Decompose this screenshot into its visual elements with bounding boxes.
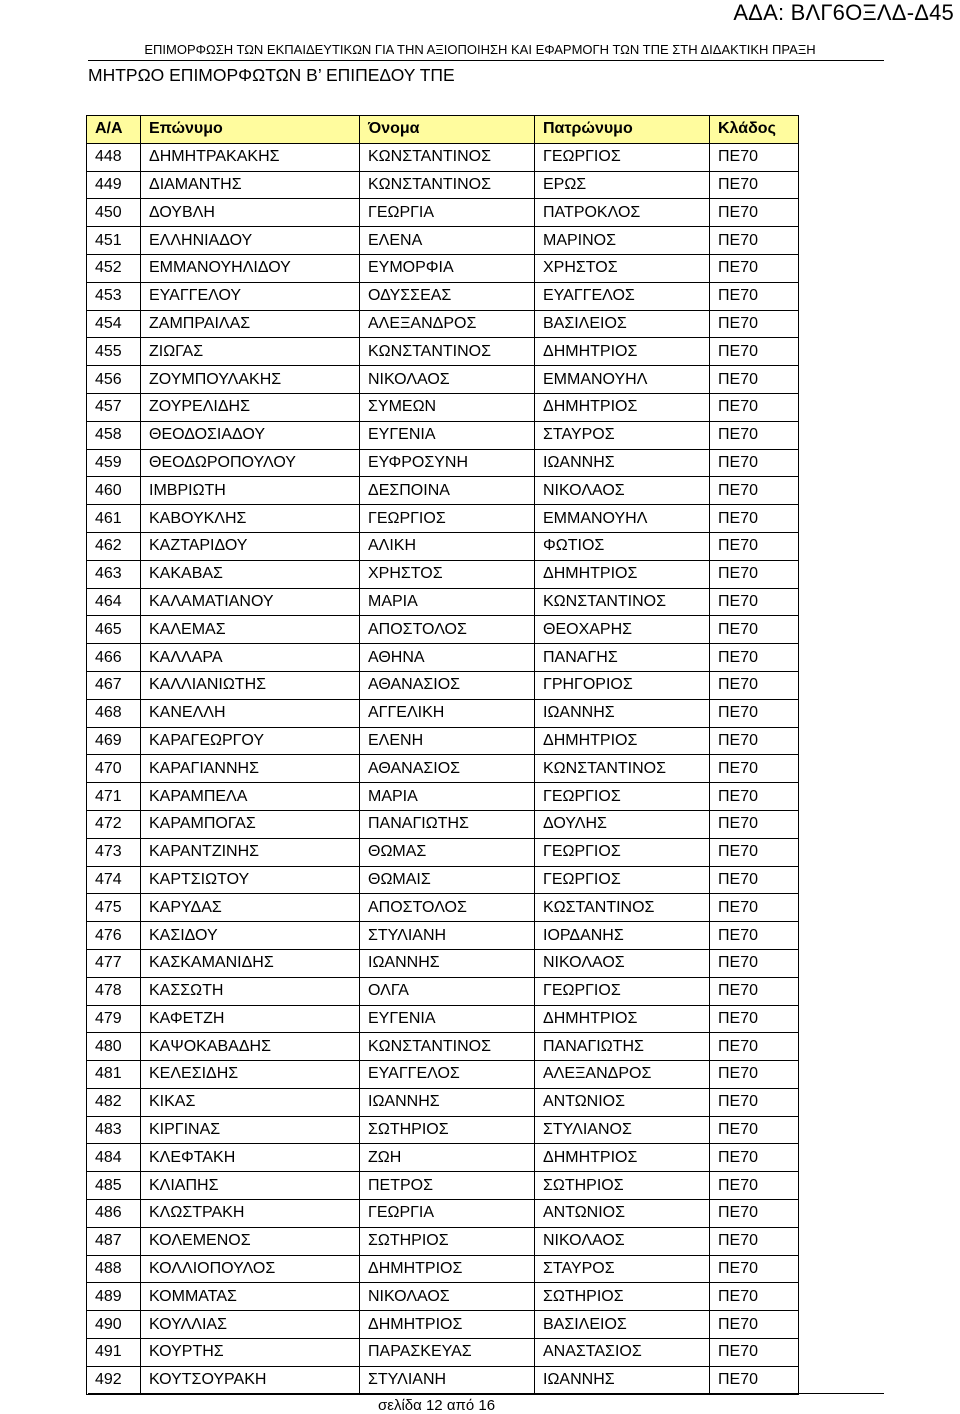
cell-branch: ΠΕ70 bbox=[710, 310, 799, 338]
cell-fathers-name: ΑΝΤΩΝΙΟΣ bbox=[535, 1088, 710, 1116]
table-row bbox=[87, 1088, 799, 1116]
cell-surname: ΖΙΩΓΑΣ bbox=[141, 338, 360, 366]
cell-branch: ΠΕ70 bbox=[710, 588, 799, 616]
column-header-fathers-name: Πατρώνυμο bbox=[535, 116, 710, 144]
cell-fathers-name: ΣΩΤΗΡΙΟΣ bbox=[535, 1172, 710, 1200]
cell-branch: ΠΕ70 bbox=[710, 449, 799, 477]
cell-name: ΜΑΡΙΑ bbox=[360, 783, 535, 811]
cell-branch: ΠΕ70 bbox=[710, 254, 799, 282]
cell-fathers-name: ΠΑΝΑΓΙΩΤΗΣ bbox=[535, 1033, 710, 1061]
cell-aa: 489 bbox=[87, 1283, 141, 1311]
cell-fathers-name: ΙΩΑΝΝΗΣ bbox=[535, 699, 710, 727]
cell-branch: ΠΕ70 bbox=[710, 727, 799, 755]
table-row bbox=[87, 727, 799, 755]
cell-aa: 457 bbox=[87, 393, 141, 421]
table-row bbox=[87, 949, 799, 977]
cell-fathers-name: ΔΗΜΗΤΡΙΟΣ bbox=[535, 560, 710, 588]
cell-surname: ΚΙΡΓΙΝΑΣ bbox=[141, 1116, 360, 1144]
page-title: ΜΗΤΡΩΟ ΕΠΙΜΟΡΦΩΤΩΝ Β’ ΕΠΙΠΕΔΟΥ ΤΠΕ bbox=[88, 65, 455, 85]
cell-branch: ΠΕ70 bbox=[710, 894, 799, 922]
cell-surname: ΚΑΣΙΔΟΥ bbox=[141, 922, 360, 950]
table-row bbox=[87, 227, 799, 255]
cell-name: ΣΥΜΕΩΝ bbox=[360, 393, 535, 421]
cell-name: ΑΘΑΝΑΣΙΟΣ bbox=[360, 671, 535, 699]
cell-surname: ΚΑΦΕΤΖΗ bbox=[141, 1005, 360, 1033]
cell-branch: ΠΕ70 bbox=[710, 922, 799, 950]
cell-aa: 458 bbox=[87, 421, 141, 449]
cell-fathers-name: ΝΙΚΟΛΑΟΣ bbox=[535, 949, 710, 977]
cell-name: ΑΛΕΞΑΝΔΡΟΣ bbox=[360, 310, 535, 338]
cell-aa: 459 bbox=[87, 449, 141, 477]
table-row bbox=[87, 532, 799, 560]
cell-fathers-name: ΚΩΝΣΤΑΝΤΙΝΟΣ bbox=[535, 755, 710, 783]
cell-aa: 487 bbox=[87, 1227, 141, 1255]
cell-surname: ΚΛΙΑΠΗΣ bbox=[141, 1172, 360, 1200]
cell-surname: ΚΑΖΤΑΡΙΔΟΥ bbox=[141, 532, 360, 560]
cell-aa: 462 bbox=[87, 532, 141, 560]
cell-branch: ΠΕ70 bbox=[710, 421, 799, 449]
table-row bbox=[87, 366, 799, 394]
cell-name: ΔΗΜΗΤΡΙΟΣ bbox=[360, 1311, 535, 1339]
cell-branch: ΠΕ70 bbox=[710, 699, 799, 727]
cell-aa: 477 bbox=[87, 949, 141, 977]
cell-surname: ΚΟΛΕΜΕΝΟΣ bbox=[141, 1227, 360, 1255]
cell-fathers-name: ΔΗΜΗΤΡΙΟΣ bbox=[535, 338, 710, 366]
table-row bbox=[87, 477, 799, 505]
cell-aa: 461 bbox=[87, 505, 141, 533]
cell-branch: ΠΕ70 bbox=[710, 338, 799, 366]
cell-fathers-name: ΦΩΤΙΟΣ bbox=[535, 532, 710, 560]
cell-branch: ΠΕ70 bbox=[710, 977, 799, 1005]
table-row bbox=[87, 421, 799, 449]
page-number: σελίδα 12 από 16 bbox=[378, 1397, 496, 1414]
cell-name: ΑΠΟΣΤΟΛΟΣ bbox=[360, 894, 535, 922]
table-row bbox=[87, 560, 799, 588]
cell-fathers-name: ΙΟΡΔΑΝΗΣ bbox=[535, 922, 710, 950]
cell-branch: ΠΕ70 bbox=[710, 1339, 799, 1367]
cell-surname: ΚΟΥΡΤΗΣ bbox=[141, 1339, 360, 1367]
cell-branch: ΠΕ70 bbox=[710, 1283, 799, 1311]
cell-aa: 480 bbox=[87, 1033, 141, 1061]
cell-name: ΑΘΑΝΑΣΙΟΣ bbox=[360, 755, 535, 783]
cell-branch: ΠΕ70 bbox=[710, 560, 799, 588]
cell-surname: ΚΟΥΛΛΙΑΣ bbox=[141, 1311, 360, 1339]
cell-name: ΙΩΑΝΝΗΣ bbox=[360, 949, 535, 977]
table-row bbox=[87, 171, 799, 199]
cell-fathers-name: ΒΑΣΙΛΕΙΟΣ bbox=[535, 1311, 710, 1339]
cell-aa: 490 bbox=[87, 1311, 141, 1339]
table-row bbox=[87, 1005, 799, 1033]
table-row bbox=[87, 393, 799, 421]
cell-aa: 486 bbox=[87, 1200, 141, 1228]
cell-name: ΚΩΝΣΤΑΝΤΙΝΟΣ bbox=[360, 143, 535, 171]
cell-fathers-name: ΕΥΑΓΓΕΛΟΣ bbox=[535, 282, 710, 310]
cell-aa: 491 bbox=[87, 1339, 141, 1367]
cell-fathers-name: ΙΩΑΝΝΗΣ bbox=[535, 1366, 710, 1394]
cell-fathers-name: ΝΙΚΟΛΑΟΣ bbox=[535, 1227, 710, 1255]
cell-surname: ΚΑΛΛΑΡΑ bbox=[141, 644, 360, 672]
cell-aa: 468 bbox=[87, 699, 141, 727]
cell-surname: ΚΑΡΑΜΠΕΛΑ bbox=[141, 783, 360, 811]
cell-surname: ΚΛΕΦΤΑΚΗ bbox=[141, 1144, 360, 1172]
cell-surname: ΔΙΑΜΑΝΤΗΣ bbox=[141, 171, 360, 199]
cell-name: ΧΡΗΣΤΟΣ bbox=[360, 560, 535, 588]
table-row bbox=[87, 1172, 799, 1200]
cell-branch: ΠΕ70 bbox=[710, 783, 799, 811]
table-row bbox=[87, 1061, 799, 1089]
cell-branch: ΠΕ70 bbox=[710, 1311, 799, 1339]
cell-name: ΕΥΓΕΝΙΑ bbox=[360, 1005, 535, 1033]
cell-aa: 479 bbox=[87, 1005, 141, 1033]
cell-fathers-name: ΑΝΤΩΝΙΟΣ bbox=[535, 1200, 710, 1228]
column-header-name: Όνομα bbox=[360, 116, 535, 144]
cell-aa: 492 bbox=[87, 1366, 141, 1394]
cell-surname: ΚΑΣΣΩΤΗ bbox=[141, 977, 360, 1005]
cell-surname: ΖΟΥΜΠΟΥΛΑΚΗΣ bbox=[141, 366, 360, 394]
cell-surname: ΔΟΥΒΛΗ bbox=[141, 199, 360, 227]
cell-surname: ΖΟΥΡΕΛΙΔΗΣ bbox=[141, 393, 360, 421]
cell-branch: ΠΕ70 bbox=[710, 393, 799, 421]
cell-fathers-name: ΓΕΩΡΓΙΟΣ bbox=[535, 143, 710, 171]
table-row bbox=[87, 449, 799, 477]
ada-code: ΑΔΑ: ΒΛΓ6ΟΞΛΔ-Δ45 bbox=[733, 0, 954, 25]
cell-aa: 469 bbox=[87, 727, 141, 755]
cell-name: ΓΕΩΡΓΙΑ bbox=[360, 199, 535, 227]
table-row bbox=[87, 644, 799, 672]
cell-surname: ΕΥΑΓΓΕΛΟΥ bbox=[141, 282, 360, 310]
cell-aa: 488 bbox=[87, 1255, 141, 1283]
cell-branch: ΠΕ70 bbox=[710, 866, 799, 894]
cell-branch: ΠΕ70 bbox=[710, 505, 799, 533]
cell-name: ΕΥΜΟΡΦΙΑ bbox=[360, 254, 535, 282]
cell-fathers-name: ΑΛΕΞΑΝΔΡΟΣ bbox=[535, 1061, 710, 1089]
cell-aa: 467 bbox=[87, 671, 141, 699]
cell-name: ΑΘΗΝΑ bbox=[360, 644, 535, 672]
cell-aa: 453 bbox=[87, 282, 141, 310]
cell-aa: 455 bbox=[87, 338, 141, 366]
cell-fathers-name: ΒΑΣΙΛΕΙΟΣ bbox=[535, 310, 710, 338]
cell-surname: ΚΟΥΤΣΟΥΡΑΚΗ bbox=[141, 1366, 360, 1394]
table-row bbox=[87, 1144, 799, 1172]
cell-fathers-name: ΙΩΑΝΝΗΣ bbox=[535, 449, 710, 477]
cell-aa: 475 bbox=[87, 894, 141, 922]
cell-name: ΚΩΝΣΤΑΝΤΙΝΟΣ bbox=[360, 171, 535, 199]
cell-surname: ΚΕΛΕΣΙΔΗΣ bbox=[141, 1061, 360, 1089]
table-header-row bbox=[87, 116, 799, 144]
cell-fathers-name: ΣΤΑΥΡΟΣ bbox=[535, 1255, 710, 1283]
cell-name: ΝΙΚΟΛΑΟΣ bbox=[360, 366, 535, 394]
table-row bbox=[87, 282, 799, 310]
cell-surname: ΕΜΜΑΝΟΥΗΛΙΔΟΥ bbox=[141, 254, 360, 282]
cell-surname: ΚΑΝΕΛΛΗ bbox=[141, 699, 360, 727]
table-row bbox=[87, 783, 799, 811]
cell-fathers-name: ΧΡΗΣΤΟΣ bbox=[535, 254, 710, 282]
header-divider bbox=[88, 60, 884, 61]
cell-name: ΕΛΕΝΗ bbox=[360, 727, 535, 755]
column-header-aa: Α/Α bbox=[87, 116, 141, 144]
cell-aa: 451 bbox=[87, 227, 141, 255]
cell-aa: 448 bbox=[87, 143, 141, 171]
cell-aa: 456 bbox=[87, 366, 141, 394]
table-row bbox=[87, 254, 799, 282]
cell-surname: ΚΑΣΚΑΜΑΝΙΔΗΣ bbox=[141, 949, 360, 977]
cell-branch: ΠΕ70 bbox=[710, 1033, 799, 1061]
cell-surname: ΚΑΡΥΔΑΣ bbox=[141, 894, 360, 922]
cell-surname: ΚΑΡΑΜΠΟΓΑΣ bbox=[141, 810, 360, 838]
cell-fathers-name: ΠΑΤΡΟΚΛΟΣ bbox=[535, 199, 710, 227]
table-row bbox=[87, 866, 799, 894]
cell-name: ΓΕΩΡΓΙΟΣ bbox=[360, 505, 535, 533]
cell-name: ΕΥΓΕΝΙΑ bbox=[360, 421, 535, 449]
cell-aa: 449 bbox=[87, 171, 141, 199]
cell-fathers-name: ΚΩΝΣΤΑΝΤΙΝΟΣ bbox=[535, 588, 710, 616]
column-header-branch: Κλάδος bbox=[710, 116, 799, 144]
cell-fathers-name: ΣΤΑΥΡΟΣ bbox=[535, 421, 710, 449]
cell-name: ΣΩΤΗΡΙΟΣ bbox=[360, 1116, 535, 1144]
table-row bbox=[87, 1200, 799, 1228]
cell-branch: ΠΕ70 bbox=[710, 1005, 799, 1033]
cell-surname: ΚΑΡΑΝΤΖΙΝΗΣ bbox=[141, 838, 360, 866]
cell-aa: 463 bbox=[87, 560, 141, 588]
cell-aa: 460 bbox=[87, 477, 141, 505]
cell-branch: ΠΕ70 bbox=[710, 1088, 799, 1116]
cell-fathers-name: ΔΗΜΗΤΡΙΟΣ bbox=[535, 727, 710, 755]
cell-branch: ΠΕ70 bbox=[710, 199, 799, 227]
cell-fathers-name: ΔΗΜΗΤΡΙΟΣ bbox=[535, 393, 710, 421]
cell-name: ΘΩΜΑΣ bbox=[360, 838, 535, 866]
cell-branch: ΠΕ70 bbox=[710, 949, 799, 977]
footer-divider bbox=[88, 1393, 884, 1394]
cell-branch: ΠΕ70 bbox=[710, 477, 799, 505]
cell-aa: 478 bbox=[87, 977, 141, 1005]
column-header-surname: Επώνυμο bbox=[141, 116, 360, 144]
cell-branch: ΠΕ70 bbox=[710, 1255, 799, 1283]
cell-name: ΚΩΝΣΤΑΝΤΙΝΟΣ bbox=[360, 1033, 535, 1061]
cell-surname: ΚΑΛΕΜΑΣ bbox=[141, 616, 360, 644]
cell-surname: ΖΑΜΠΡΑΙΛΑΣ bbox=[141, 310, 360, 338]
cell-surname: ΚΑΡΤΣΙΩΤΟΥ bbox=[141, 866, 360, 894]
cell-surname: ΚΟΛΛΙΟΠΟΥΛΟΣ bbox=[141, 1255, 360, 1283]
cell-branch: ΠΕ70 bbox=[710, 171, 799, 199]
table-row bbox=[87, 199, 799, 227]
cell-name: ΠΑΡΑΣΚΕΥΑΣ bbox=[360, 1339, 535, 1367]
cell-name: ΑΓΓΕΛΙΚΗ bbox=[360, 699, 535, 727]
cell-name: ΔΗΜΗΤΡΙΟΣ bbox=[360, 1255, 535, 1283]
cell-aa: 481 bbox=[87, 1061, 141, 1089]
cell-branch: ΠΕ70 bbox=[710, 227, 799, 255]
cell-name: ΘΩΜΑΙΣ bbox=[360, 866, 535, 894]
table-row bbox=[87, 894, 799, 922]
cell-name: ΣΤΥΛΙΑΝΗ bbox=[360, 1366, 535, 1394]
table-row bbox=[87, 1255, 799, 1283]
cell-surname: ΚΑΒΟΥΚΛΗΣ bbox=[141, 505, 360, 533]
cell-fathers-name: ΕΜΜΑΝΟΥΗΛ bbox=[535, 505, 710, 533]
cell-fathers-name: ΓΕΩΡΓΙΟΣ bbox=[535, 977, 710, 1005]
table-row bbox=[87, 699, 799, 727]
cell-branch: ΠΕ70 bbox=[710, 810, 799, 838]
table-row bbox=[87, 977, 799, 1005]
table-row bbox=[87, 810, 799, 838]
table-row bbox=[87, 1283, 799, 1311]
cell-branch: ΠΕ70 bbox=[710, 1116, 799, 1144]
registry-table bbox=[86, 115, 799, 1395]
cell-aa: 471 bbox=[87, 783, 141, 811]
cell-name: ΔΕΣΠΟΙΝΑ bbox=[360, 477, 535, 505]
table-row bbox=[87, 1227, 799, 1255]
cell-fathers-name: ΕΡΩΣ bbox=[535, 171, 710, 199]
cell-surname: ΘΕΟΔΩΡΟΠΟΥΛΟΥ bbox=[141, 449, 360, 477]
cell-branch: ΠΕ70 bbox=[710, 1061, 799, 1089]
cell-surname: ΙΜΒΡΙΩΤΗ bbox=[141, 477, 360, 505]
cell-name: ΠΕΤΡΟΣ bbox=[360, 1172, 535, 1200]
cell-aa: 466 bbox=[87, 644, 141, 672]
cell-fathers-name: ΚΩΣΤΑΝΤΙΝΟΣ bbox=[535, 894, 710, 922]
cell-fathers-name: ΣΤΥΛΙΑΝΟΣ bbox=[535, 1116, 710, 1144]
cell-surname: ΚΑΡΑΓΙΑΝΝΗΣ bbox=[141, 755, 360, 783]
cell-name: ΣΩΤΗΡΙΟΣ bbox=[360, 1227, 535, 1255]
cell-aa: 474 bbox=[87, 866, 141, 894]
cell-name: ΣΤΥΛΙΑΝΗ bbox=[360, 922, 535, 950]
table-row bbox=[87, 838, 799, 866]
table-row bbox=[87, 755, 799, 783]
cell-name: ΙΩΑΝΝΗΣ bbox=[360, 1088, 535, 1116]
cell-surname: ΚΛΩΣΤΡΑΚΗ bbox=[141, 1200, 360, 1228]
table-row bbox=[87, 1116, 799, 1144]
cell-fathers-name: ΔΗΜΗΤΡΙΟΣ bbox=[535, 1144, 710, 1172]
cell-surname: ΚΙΚΑΣ bbox=[141, 1088, 360, 1116]
cell-fathers-name: ΓΕΩΡΓΙΟΣ bbox=[535, 783, 710, 811]
cell-name: ΠΑΝΑΓΙΩΤΗΣ bbox=[360, 810, 535, 838]
cell-branch: ΠΕ70 bbox=[710, 755, 799, 783]
cell-branch: ΠΕ70 bbox=[710, 1144, 799, 1172]
cell-name: ΓΕΩΡΓΙΑ bbox=[360, 1200, 535, 1228]
cell-aa: 473 bbox=[87, 838, 141, 866]
table-row bbox=[87, 616, 799, 644]
table-row bbox=[87, 310, 799, 338]
cell-surname: ΔΗΜΗΤΡΑΚΑΚΗΣ bbox=[141, 143, 360, 171]
cell-branch: ΠΕ70 bbox=[710, 1172, 799, 1200]
cell-aa: 482 bbox=[87, 1088, 141, 1116]
cell-surname: ΚΑΛΛΙΑΝΙΩΤΗΣ bbox=[141, 671, 360, 699]
cell-fathers-name: ΘΕΟΧΑΡΗΣ bbox=[535, 616, 710, 644]
cell-branch: ΠΕ70 bbox=[710, 143, 799, 171]
cell-aa: 485 bbox=[87, 1172, 141, 1200]
table-row bbox=[87, 338, 799, 366]
cell-branch: ΠΕ70 bbox=[710, 1366, 799, 1394]
cell-surname: ΘΕΟΔΟΣΙΑΔΟΥ bbox=[141, 421, 360, 449]
cell-name: ΑΠΟΣΤΟΛΟΣ bbox=[360, 616, 535, 644]
cell-aa: 476 bbox=[87, 922, 141, 950]
cell-fathers-name: ΓΕΩΡΓΙΟΣ bbox=[535, 866, 710, 894]
cell-name: ΟΔΥΣΣΕΑΣ bbox=[360, 282, 535, 310]
cell-surname: ΚΑΨΟΚΑΒΑΔΗΣ bbox=[141, 1033, 360, 1061]
cell-aa: 464 bbox=[87, 588, 141, 616]
table-row bbox=[87, 1366, 799, 1394]
document-subtitle: ΕΠΙΜΟΡΦΩΣΗ ΤΩΝ ΕΚΠΑΙΔΕΥΤΙΚΩΝ ΓΙΑ ΤΗΝ ΑΞΙΟΠΟΙΗΣΗ ΚΑΙ ΕΦΑΡΜΟΓΗ ΤΩΝ ΤΠΕ ΣΤΗ ΔΙΔΑΚΤΙΚΗ ΠΡΑΞΗ bbox=[144, 42, 816, 57]
cell-branch: ΠΕ70 bbox=[710, 1227, 799, 1255]
cell-name: ΕΥΦΡΟΣΥΝΗ bbox=[360, 449, 535, 477]
cell-aa: 483 bbox=[87, 1116, 141, 1144]
cell-surname: ΕΛΛΗΝΙΑΔΟΥ bbox=[141, 227, 360, 255]
cell-name: ΚΩΝΣΤΑΝΤΙΝΟΣ bbox=[360, 338, 535, 366]
cell-fathers-name: ΣΩΤΗΡΙΟΣ bbox=[535, 1283, 710, 1311]
cell-fathers-name: ΠΑΝΑΓΗΣ bbox=[535, 644, 710, 672]
cell-surname: ΚΑΛΑΜΑΤΙΑΝΟΥ bbox=[141, 588, 360, 616]
table-row bbox=[87, 1311, 799, 1339]
cell-fathers-name: ΓΕΩΡΓΙΟΣ bbox=[535, 838, 710, 866]
cell-surname: ΚΑΡΑΓΕΩΡΓΟΥ bbox=[141, 727, 360, 755]
cell-surname: ΚΟΜΜΑΤΑΣ bbox=[141, 1283, 360, 1311]
table-row bbox=[87, 671, 799, 699]
cell-fathers-name: ΕΜΜΑΝΟΥΗΛ bbox=[535, 366, 710, 394]
cell-name: ΕΥΑΓΓΕΛΟΣ bbox=[360, 1061, 535, 1089]
cell-name: ΝΙΚΟΛΑΟΣ bbox=[360, 1283, 535, 1311]
cell-aa: 465 bbox=[87, 616, 141, 644]
cell-aa: 454 bbox=[87, 310, 141, 338]
table-row bbox=[87, 1339, 799, 1367]
cell-branch: ΠΕ70 bbox=[710, 671, 799, 699]
cell-fathers-name: ΔΗΜΗΤΡΙΟΣ bbox=[535, 1005, 710, 1033]
table-row bbox=[87, 922, 799, 950]
cell-branch: ΠΕ70 bbox=[710, 532, 799, 560]
cell-branch: ΠΕ70 bbox=[710, 366, 799, 394]
cell-branch: ΠΕ70 bbox=[710, 644, 799, 672]
cell-fathers-name: ΓΡΗΓΟΡΙΟΣ bbox=[535, 671, 710, 699]
table-row bbox=[87, 143, 799, 171]
cell-branch: ΠΕ70 bbox=[710, 1200, 799, 1228]
cell-aa: 470 bbox=[87, 755, 141, 783]
cell-aa: 452 bbox=[87, 254, 141, 282]
cell-name: ΜΑΡΙΑ bbox=[360, 588, 535, 616]
cell-surname: ΚΑΚΑΒΑΣ bbox=[141, 560, 360, 588]
cell-name: ΟΛΓΑ bbox=[360, 977, 535, 1005]
cell-aa: 450 bbox=[87, 199, 141, 227]
cell-branch: ΠΕ70 bbox=[710, 838, 799, 866]
cell-fathers-name: ΝΙΚΟΛΑΟΣ bbox=[535, 477, 710, 505]
cell-branch: ΠΕ70 bbox=[710, 282, 799, 310]
cell-aa: 472 bbox=[87, 810, 141, 838]
table-row bbox=[87, 505, 799, 533]
cell-fathers-name: ΑΝΑΣΤΑΣΙΟΣ bbox=[535, 1339, 710, 1367]
cell-aa: 484 bbox=[87, 1144, 141, 1172]
cell-name: ΕΛΕΝΑ bbox=[360, 227, 535, 255]
cell-name: ΑΛΙΚΗ bbox=[360, 532, 535, 560]
cell-fathers-name: ΔΟΥΛΗΣ bbox=[535, 810, 710, 838]
cell-branch: ΠΕ70 bbox=[710, 616, 799, 644]
cell-fathers-name: ΜΑΡΙΝΟΣ bbox=[535, 227, 710, 255]
table-row bbox=[87, 588, 799, 616]
table-row bbox=[87, 1033, 799, 1061]
cell-name: ΖΩΗ bbox=[360, 1144, 535, 1172]
